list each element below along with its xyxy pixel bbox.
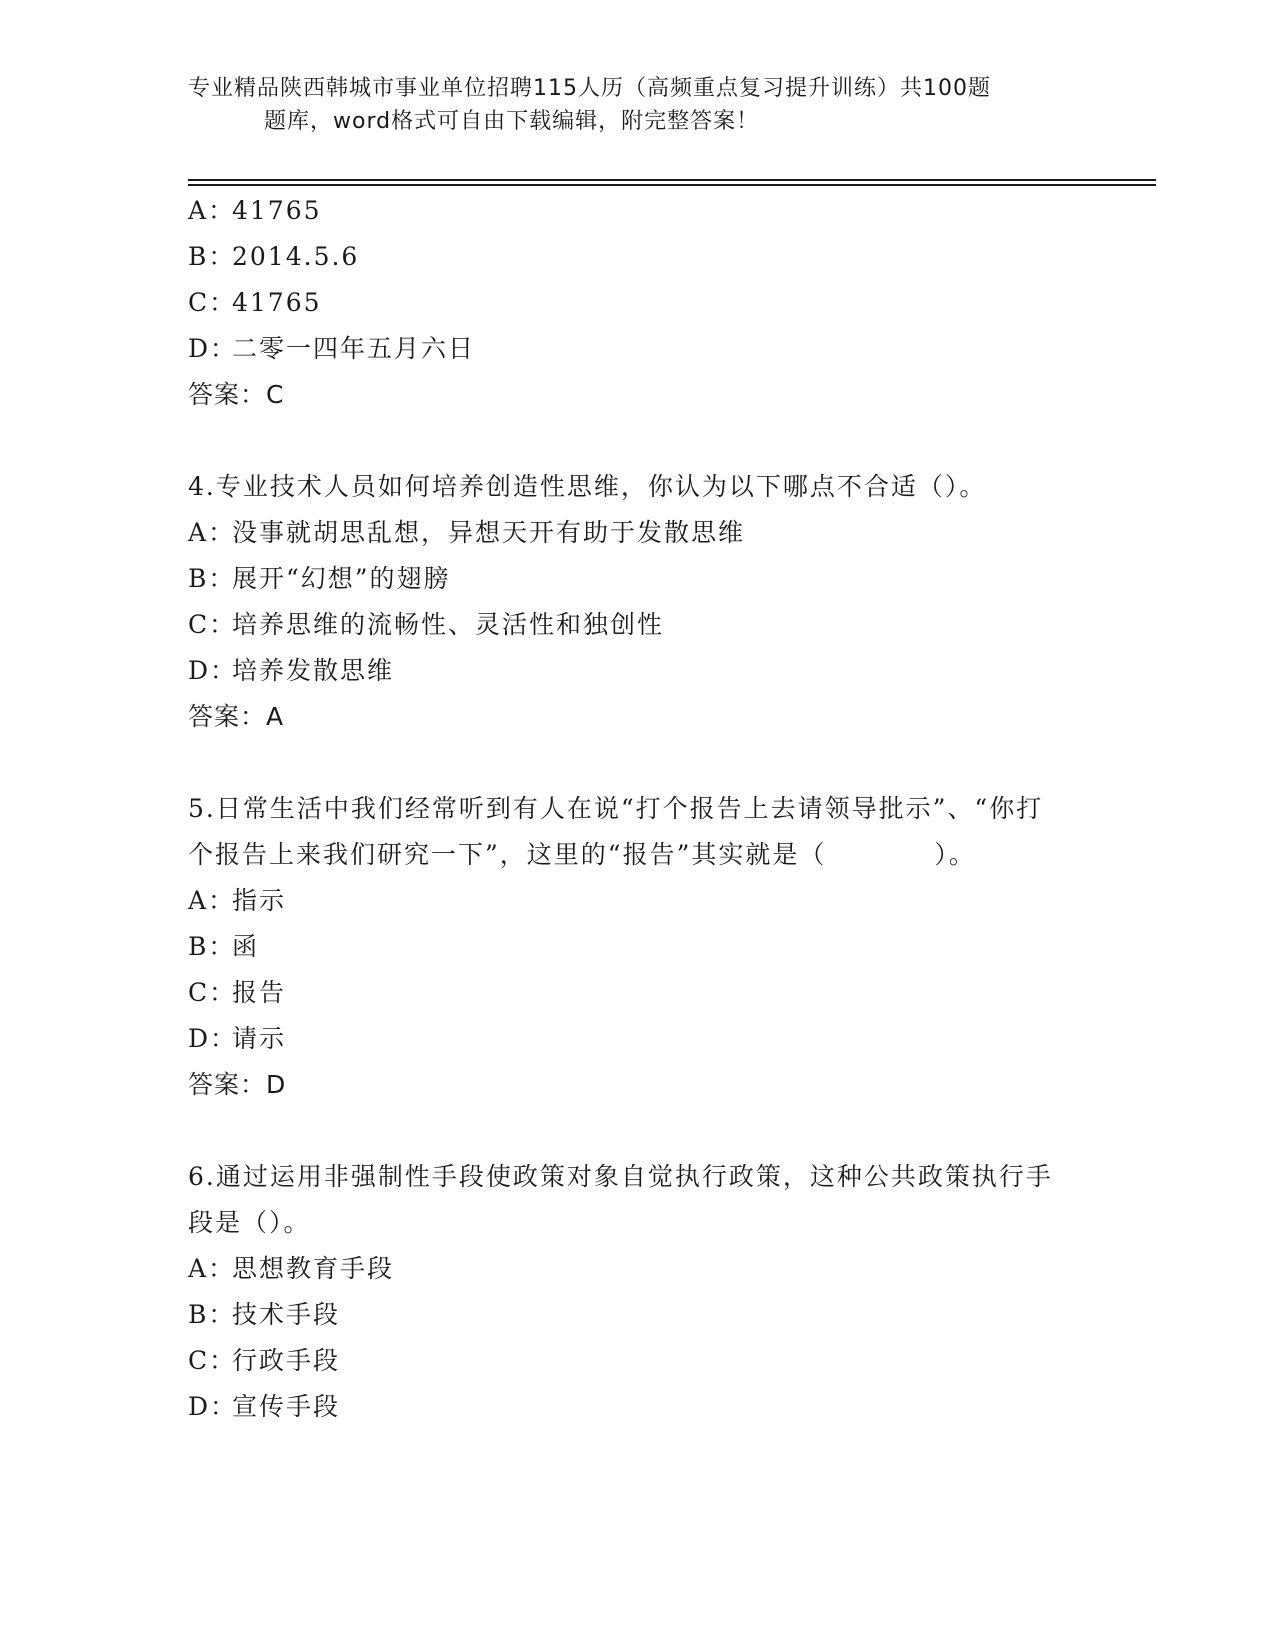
option-b	[188, 924, 1088, 970]
option-b	[188, 234, 1088, 280]
option-a	[188, 510, 1088, 556]
option-d	[188, 1016, 1088, 1062]
option-d	[188, 326, 1088, 372]
option-text: 培养发散思维	[232, 656, 395, 685]
option-a	[188, 878, 1088, 924]
option-key: A：	[188, 886, 236, 915]
question-3	[188, 188, 1088, 418]
option-text: 41765	[232, 288, 322, 317]
option-key: B：	[188, 1300, 236, 1329]
option-key: C：	[188, 978, 237, 1007]
option-key: C：	[188, 1346, 237, 1375]
document-title-line-2: 题库，word格式可自由下载编辑，附完整答案！	[264, 109, 760, 134]
option-c	[188, 602, 1088, 648]
option-text: 展开“幻想”的翅膀	[232, 564, 451, 593]
option-key: A：	[188, 196, 236, 225]
option-key: C：	[188, 288, 237, 317]
option-key: B：	[188, 242, 236, 271]
option-c	[188, 1338, 1088, 1384]
question-4	[188, 464, 1088, 740]
document-header	[188, 72, 1088, 138]
question-5	[188, 786, 1088, 1108]
answer	[188, 694, 1088, 740]
option-c	[188, 970, 1088, 1016]
option-text: 技术手段	[232, 1300, 341, 1329]
option-text: 宣传手段	[232, 1392, 341, 1421]
spacer	[188, 740, 1088, 786]
option-text: 行政手段	[232, 1346, 341, 1375]
option-text: 2014.5.6	[232, 242, 360, 271]
option-key: B：	[188, 564, 236, 593]
answer-label: 答案：	[188, 1070, 267, 1099]
answer-value: A	[266, 702, 285, 731]
option-text: 培养思维的流畅性、灵活性和独创性	[232, 610, 665, 639]
option-d	[188, 648, 1088, 694]
option-text: 二零一四年五月六日	[232, 334, 476, 363]
option-text: 报告	[232, 978, 287, 1007]
answer	[188, 372, 1088, 418]
option-key: C：	[188, 610, 237, 639]
option-key: A：	[188, 1254, 236, 1283]
option-a	[188, 1246, 1088, 1292]
question-text: 5.日常生活中我们经常听到有人在说“打个报告上去请领导批示”、“你打个报告上来我们研究一下”，这里的“报告”其实就是（ ）。	[188, 794, 1044, 869]
option-b	[188, 1292, 1088, 1338]
option-text: 指示	[232, 886, 287, 915]
option-text: 函	[232, 932, 260, 961]
option-key: D：	[188, 1024, 238, 1053]
option-b	[188, 556, 1088, 602]
option-key: D：	[188, 334, 238, 363]
answer-value: C	[266, 380, 285, 409]
question-text: 6.通过运用非强制性手段使政策对象自觉执行政策，这种公共政策执行手段是（）。	[188, 1162, 1053, 1237]
header-rule-top	[188, 179, 1156, 181]
spacer	[188, 418, 1088, 464]
option-text: 没事就胡思乱想，异想天开有助于发散思维	[232, 518, 746, 547]
option-key: D：	[188, 656, 238, 685]
option-key: B：	[188, 932, 236, 961]
option-key: A：	[188, 518, 236, 547]
option-d	[188, 1384, 1088, 1430]
answer-value: D	[266, 1070, 287, 1099]
answer	[188, 1062, 1088, 1108]
option-c	[188, 280, 1088, 326]
answer-label: 答案：	[188, 380, 267, 409]
option-text: 41765	[232, 196, 322, 225]
document-body	[188, 188, 1088, 1430]
spacer	[188, 1108, 1088, 1154]
header-rule-bottom	[188, 184, 1156, 186]
document-title-line-1: 专业精品陕西韩城市事业单位招聘115人历（高频重点复习提升训练）共100题	[188, 76, 991, 101]
option-text: 思想教育手段	[232, 1254, 395, 1283]
question-text: 4.专业技术人员如何培养创造性思维，你认为以下哪点不合适（）。	[188, 472, 987, 501]
question-6	[188, 1154, 1088, 1430]
answer-label: 答案：	[188, 702, 267, 731]
option-key: D：	[188, 1392, 238, 1421]
option-a	[188, 188, 1088, 234]
option-text: 请示	[232, 1024, 287, 1053]
